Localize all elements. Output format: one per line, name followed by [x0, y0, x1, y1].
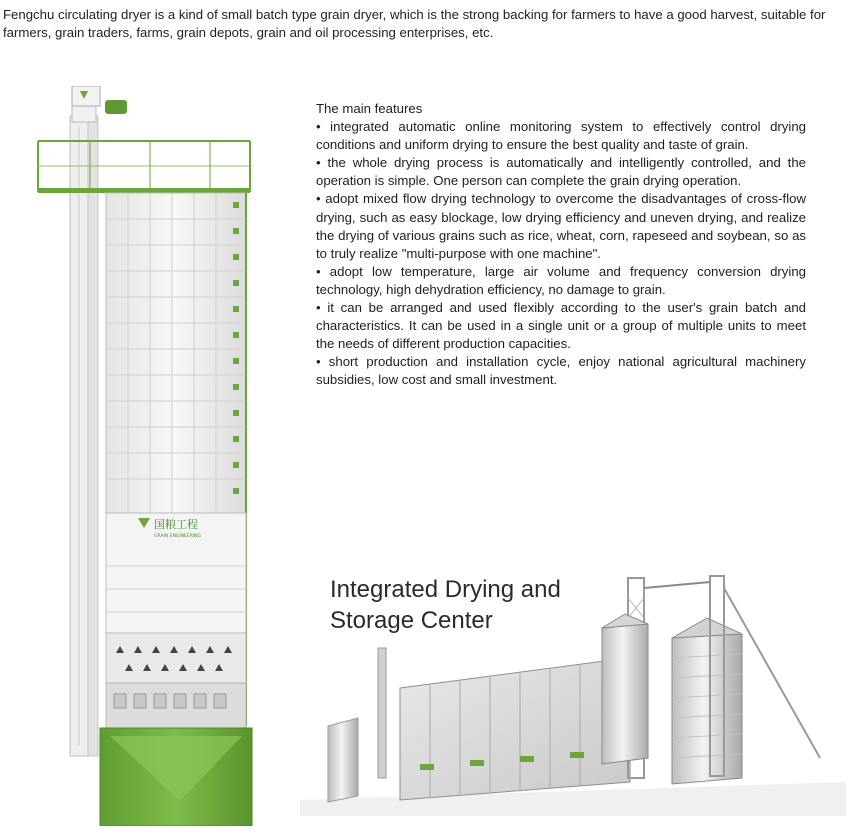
- feature-item: • adopt low temperature, large air volume and frequency conversion drying technology, high dehydration efficiency, no damage to grain.: [316, 263, 806, 297]
- dryer-brand-en: GRAIN ENGINEERING: [154, 534, 202, 539]
- plant-title-line2: Storage Center: [330, 607, 493, 634]
- main-features: [316, 100, 806, 390]
- feature-item: • integrated automatic online monitoring system to effectively control drying conditions and uniform drying to ensure the best quality and taste of grain.: [316, 119, 806, 153]
- plant-title-line1: Integrated Drying and: [330, 576, 561, 603]
- dryer-illustration: [30, 86, 280, 826]
- plant-title: [330, 574, 630, 636]
- feature-item: • the whole drying process is automatically and intelligently controlled, and the operation is simple. One person can complete the grain drying operation.: [316, 155, 806, 189]
- feature-item: • adopt mixed flow drying technology to overcome the disadvantages of cross-flow drying, such as easy blockage, low drying efficiency and uneven drying, and realize the drying of various grains such as rice, wheat, corn, rapeseed and soybean, so as to truly realize "multi-purpose with one machine".: [316, 191, 806, 261]
- feature-item: • short production and installation cycle, enjoy national agricultural machinery subsidies, low cost and small investment.: [316, 354, 806, 388]
- features-title: The main features: [316, 101, 423, 116]
- feature-item: • it can be arranged and used flexibly according to the user's grain batch and characteristics. It can be used in a single unit or a group of multiple units to meet the needs of different production capacities.: [316, 300, 806, 352]
- intro-paragraph: Fengchu circulating dryer is a kind of small batch type grain dryer, which is the strong backing for farmers to have a good harvest, suitable for farmers, grain traders, farms, grain depots, grain and oil processing enterprises, etc.: [3, 7, 826, 40]
- dryer-brand-cn: 国粮工程: [154, 518, 198, 531]
